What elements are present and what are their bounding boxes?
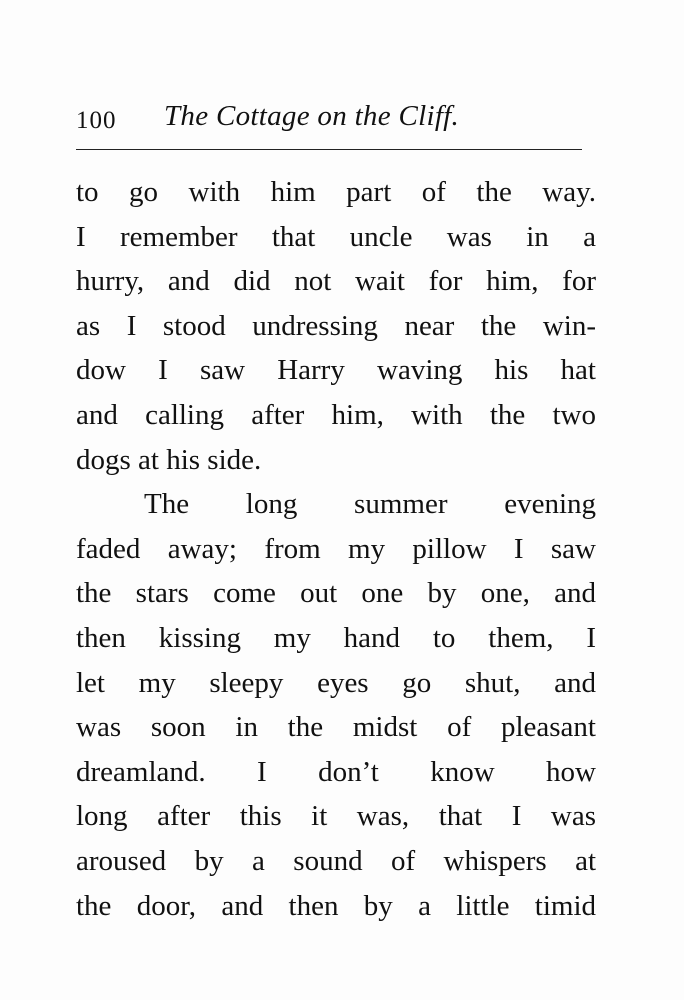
text-line: as I stood undressing near the win- [76,309,596,342]
text-line: The long summer evening [144,488,596,521]
text-line: faded away; from my pillow I saw [76,532,596,565]
text-line: let my sleepy eyes go shut, and [76,666,596,699]
text-line: then kissing my hand to them, I [76,621,596,654]
text-line: the door, and then by a little timid [76,889,596,922]
page-number: 100 [76,107,117,134]
text-line: long after this it was, that I was [76,800,596,833]
text-line: dogs at his side. [76,443,262,476]
text-line: and calling after him, with the two [76,398,596,431]
text-line: aroused by a sound of whispers at [76,844,596,877]
text-line: dreamland. I don’t know how [76,755,596,788]
running-title: The Cottage on the Cliff. [164,100,460,132]
running-head [76,95,586,145]
text-line: dow I saw Harry waving his hat [76,354,596,387]
text-line: the stars come out one by one, and [76,577,596,610]
text-line: to go with him part of the way. [76,176,596,208]
header-rule [76,149,582,150]
text-line: hurry, and did not wait for him, for [76,265,596,298]
body-text [76,170,596,928]
text-line: I remember that uncle was in a [76,220,596,253]
text-line: was soon in the midst of pleasant [76,711,596,744]
